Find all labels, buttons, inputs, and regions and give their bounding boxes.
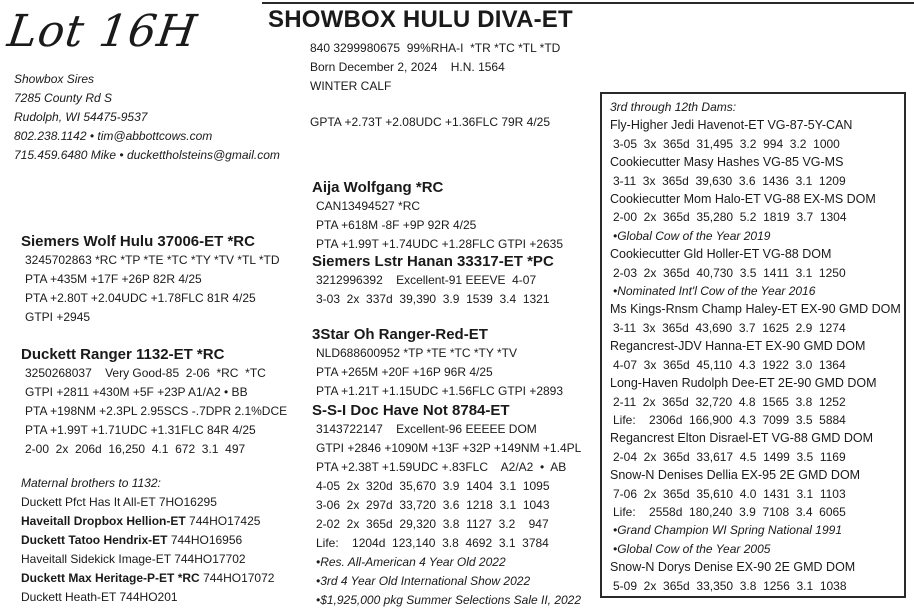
maternal-brother-name: Duckett Heath-ET: [21, 590, 117, 604]
dam-block: [21, 345, 287, 459]
dam-line: PTA +1.99T +1.71UDC +1.31FLC 84R 4/25: [25, 423, 256, 437]
ancestor-dam-record: 3-11 3x 365d 39,630 3.6 1436 3.1 1209: [613, 173, 846, 188]
ancestor-dam-record: 2-11 2x 365d 32,720 4.8 1565 3.8 1252: [613, 394, 846, 409]
sires-dam-name: Siemers Lstr Hanan 33317-ET *PC: [312, 253, 554, 270]
dams-dam-note: •$1,925,000 pkg Summer Selections Sale II, 2022: [316, 593, 582, 607]
dam-line: 2-00 2x 206d 16,250 4.1 672 3.1 497: [25, 442, 246, 456]
contact-line: Showbox Sires: [14, 72, 95, 86]
dams-sire-line: PTA +265M +20F +16P 96R 4/25: [316, 365, 493, 379]
ancestor-dam-note: •Grand Champion WI Spring National 1991: [613, 523, 842, 538]
contact-line: 802.238.1142 • tim@abbottcows.com: [14, 129, 213, 143]
sire-line: PTA +2.80T +2.04UDC +1.78FLC 81R 4/25: [25, 291, 256, 305]
ancestor-dam-note: •Global Cow of the Year 2019: [613, 228, 771, 243]
sire-block: [21, 232, 280, 327]
animal-info: [310, 39, 560, 96]
animal-info-line: Born December 2, 2024 H.N. 1564: [310, 60, 505, 74]
ancestor-dam-record: 7-06 2x 365d 35,610 4.0 1431 3.1 1103: [613, 486, 846, 501]
dams-sire-name: 3Star Oh Ranger-Red-ET: [312, 326, 488, 343]
dams-sire-block: [312, 325, 563, 401]
sires-sire-line: PTA +618M -8F +9P 92R 4/25: [316, 218, 477, 232]
lot-number: Lot 16H: [4, 6, 201, 57]
ancestor-dam-record: 3-11 3x 365d 43,690 3.7 1625 2.9 1274: [613, 320, 846, 335]
animal-info-line: 840 3299980675 99%RHA-I *TR *TC *TL *TD: [310, 41, 561, 55]
sires-sire-name: Aija Wolfgang *RC: [312, 179, 444, 196]
dams-sire-line: NLD688600952 *TP *TE *TC *TY *TV: [316, 346, 517, 360]
ancestor-dam-name: Regancrest Elton Disrael-ET VG-88 GMD DOM: [610, 431, 874, 446]
dam-line: 3250268037 Very Good-85 2-06 *RC *TC: [25, 366, 266, 380]
maternal-brothers: [21, 474, 274, 607]
ancestor-dam-name: Cookiecutter Mom Halo-ET VG-88 EX-MS DOM: [610, 192, 876, 207]
sires-dam-line: 3-03 2x 337d 39,390 3.9 1539 3.4 1321: [316, 292, 550, 306]
dams-dam-name: S-S-I Doc Have Not 8784-ET: [312, 402, 510, 419]
ancestor-dam-record: 2-04 2x 365d 33,617 4.5 1499 3.5 1169: [613, 449, 846, 464]
contact-block: [14, 70, 280, 165]
animal-info-line: WINTER CALF: [310, 79, 392, 93]
maternal-brother: [21, 569, 274, 588]
dam-line: PTA +198NM +2.3PL 2.95SCS -.7DPR 2.1%DCE: [25, 404, 288, 418]
dams-box: [600, 92, 906, 598]
maternal-brothers-title: Maternal brothers to 1132:: [21, 476, 161, 490]
maternal-brother-code: 744HO17425: [189, 514, 261, 528]
dams-dam-line: 3143722147 Excellent-96 EEEEE DOM: [316, 422, 537, 436]
sires-sire-line: PTA +1.99T +1.74UDC +1.28FLC GTPI +2635: [316, 237, 564, 251]
contact-line: Rudolph, WI 54475-9537: [14, 110, 148, 124]
dams-dam-block: [312, 401, 581, 610]
ancestor-dam-name: Cookiecutter Masy Hashes VG-85 VG-MS: [610, 155, 844, 170]
maternal-brother-code: 744HO201: [119, 590, 178, 604]
sires-sire-line: CAN13494527 *RC: [316, 199, 421, 213]
ancestor-dam-note: •Nominated Int'l Cow of the Year 2016: [613, 284, 816, 299]
dams-box-title: 3rd through 12th Dams:: [610, 100, 737, 114]
dams-dam-line: GTPI +2846 +1090M +13F +32P +149NM +1.4PL: [316, 441, 582, 455]
ancestor-dam-name: Snow-N Denises Dellia EX-95 2E GMD DOM: [610, 468, 861, 483]
contact-line: 715.459.6480 Mike • duckettholsteins@gmail.com: [14, 148, 280, 162]
top-rule: [262, 2, 914, 4]
ancestor-dam-record: 4-07 3x 365d 45,110 4.3 1922 3.0 1364: [613, 357, 846, 372]
ancestor-dam-name: Cookiecutter Gld Holler-ET VG-88 DOM: [610, 247, 832, 262]
ancestor-dam-note: •Global Cow of the Year 2005: [613, 541, 771, 556]
maternal-brother: [21, 493, 274, 512]
animal-gpta: GPTA +2.73T +2.08UDC +1.36FLC 79R 4/25: [310, 115, 551, 129]
ancestor-dam-record: 3-05 3x 365d 31,495 3.2 994 3.2 1000: [613, 136, 840, 151]
ancestor-dam-name: Fly-Higher Jedi Havenot-ET VG-87-5Y-CAN: [610, 118, 853, 133]
ancestor-dam-name: Ms Kings-Rnsm Champ Haley-ET EX-90 GMD DOM: [610, 302, 901, 317]
sire-name: Siemers Wolf Hulu 37006-ET *RC: [21, 233, 255, 250]
maternal-brother-code: 744HO16956: [170, 533, 243, 547]
ancestor-dam-name: Regancrest-JDV Hanna-ET EX-90 GMD DOM: [610, 339, 866, 354]
sires-dam-block: [312, 252, 554, 309]
ancestor-dam-record: Life: 2306d 166,900 4.3 7099 3.5 5884: [613, 412, 846, 427]
maternal-brother-name: Haveitall Dropbox Hellion-ET: [21, 514, 186, 528]
dams-dam-record: Life: 1204d 123,140 3.8 4692 3.1 3784: [316, 536, 549, 550]
ancestor-dam-record: 5-09 2x 365d 33,350 3.8 1256 3.1 1038: [613, 578, 847, 593]
sires-sire-block: [312, 178, 563, 254]
dams-dam-note: •Res. All-American 4 Year Old 2022: [316, 555, 506, 569]
sire-line: GTPI +2945: [25, 310, 91, 324]
maternal-brother-name: Duckett Tatoo Hendrix-ET: [21, 533, 168, 547]
ancestor-dam-record: Life: 2558d 180,240 3.9 7108 3.4 6065: [613, 504, 846, 519]
sires-dam-line: 3212996392 Excellent-91 EEEVE 4-07: [316, 273, 537, 287]
dams-dam-record: 4-05 2x 320d 35,670 3.9 1404 3.1 1095: [316, 479, 550, 493]
sire-line: 3245702863 *RC *TP *TE *TC *TY *TV *TL *TD: [25, 253, 280, 267]
maternal-brother: [21, 531, 274, 550]
dams-dam-line: PTA +2.38T +1.59UDC +.83FLC A2/A2 • AB: [316, 460, 567, 474]
dams-dam-record: 3-06 2x 297d 33,720 3.6 1218 3.1 1043: [316, 498, 550, 512]
dam-name: Duckett Ranger 1132-ET *RC: [21, 346, 225, 363]
dams-dam-record: 2-02 2x 365d 29,320 3.8 1127 3.2 947: [316, 517, 549, 531]
dams-sire-line: PTA +1.21T +1.15UDC +1.56FLC GTPI +2893: [316, 384, 564, 398]
ancestor-dam-record: 2-00 2x 365d 35,280 5.2 1819 3.7 1304: [613, 210, 847, 225]
maternal-brother-code: 744HO17072: [203, 571, 275, 585]
dam-line: GTPI +2811 +430M +5F +23P A1/A2 • BB: [25, 385, 248, 399]
dams-box-content: [610, 98, 901, 595]
maternal-brother-name: Duckett Max Heritage-P-ET *RC: [21, 571, 200, 585]
maternal-brother: [21, 588, 274, 607]
maternal-brother: [21, 512, 274, 531]
contact-line: 7285 County Rd S: [14, 91, 113, 105]
ancestor-dam-name: Snow-N Dorys Denise EX-90 2E GMD DOM: [610, 560, 856, 575]
ancestor-dam-record: 2-03 2x 365d 40,730 3.5 1411 3.1 1250: [613, 265, 846, 280]
maternal-brother-code: 744HO17702: [174, 552, 246, 566]
maternal-brother: [21, 550, 274, 569]
maternal-brother-name: Haveitall Sidekick Image-ET: [21, 552, 171, 566]
sire-line: PTA +435M +17F +26P 82R 4/25: [25, 272, 202, 286]
maternal-brother-name: Duckett Pfct Has It All-ET: [21, 495, 156, 509]
maternal-brother-code: 7HO16295: [158, 495, 217, 509]
animal-name: SHOWBOX HULU DIVA-ET: [268, 6, 573, 33]
ancestor-dam-name: Long-Haven Rudolph Dee-ET 2E-90 GMD DOM: [610, 376, 877, 391]
dams-dam-note: •3rd 4 Year Old International Show 2022: [316, 574, 531, 588]
